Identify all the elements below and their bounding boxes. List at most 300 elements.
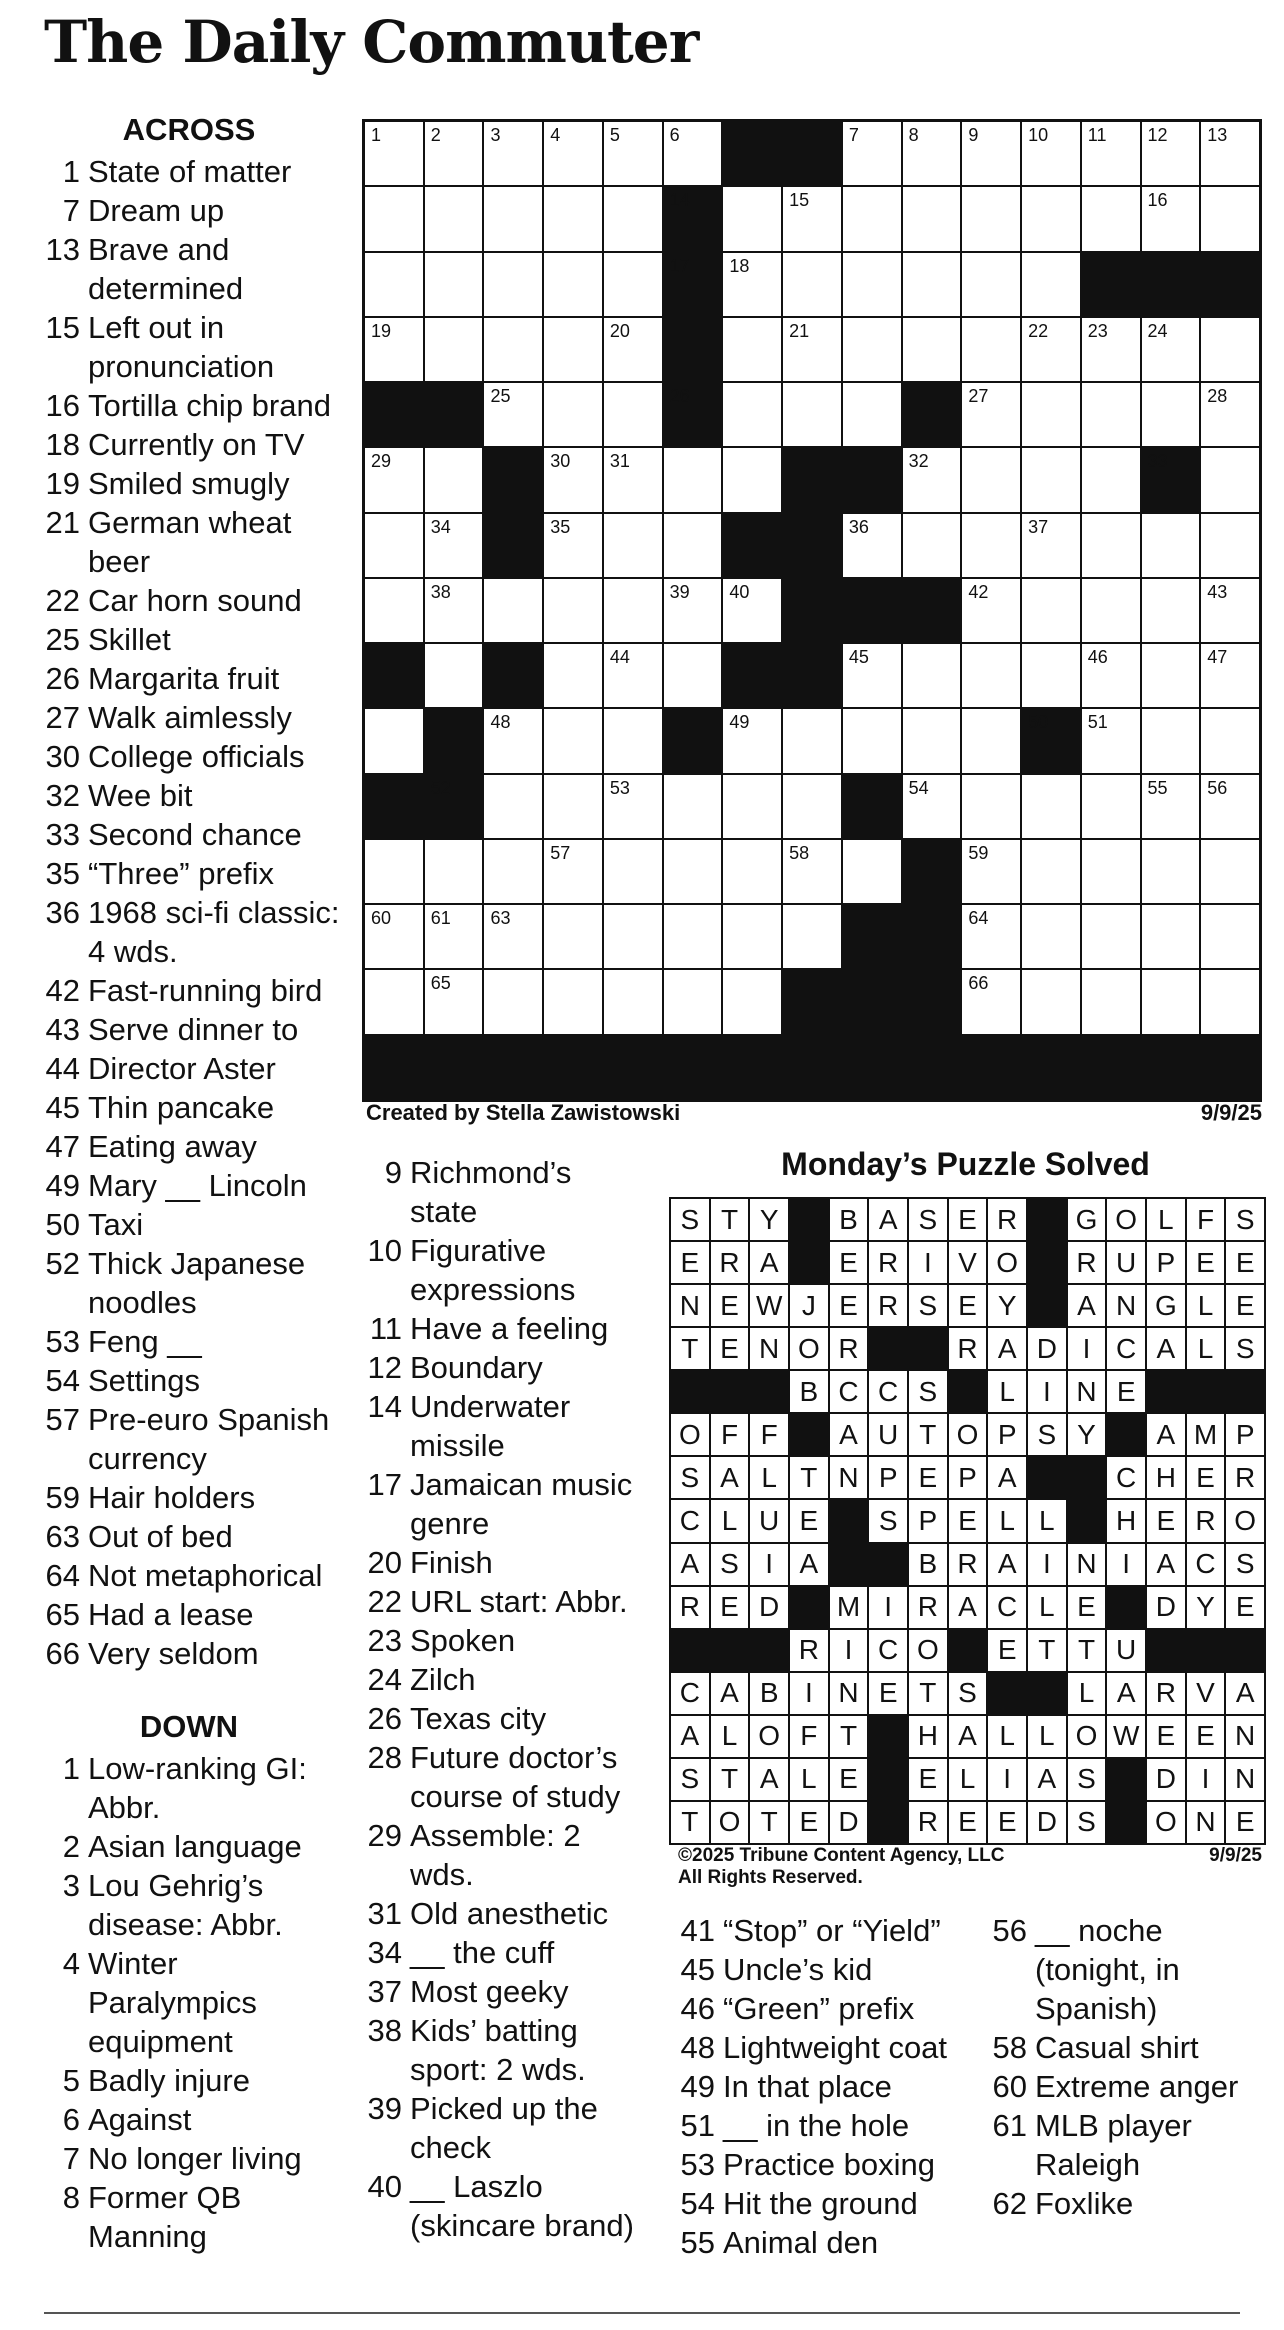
grid-cell[interactable] [723, 905, 781, 968]
grid-cell[interactable] [544, 709, 602, 772]
grid-cell[interactable] [544, 970, 602, 1033]
solution-black-square [1107, 1759, 1145, 1800]
grid-cell[interactable] [544, 644, 602, 707]
solution-letter: O [1226, 1500, 1264, 1541]
clue-item [979, 2184, 1279, 2223]
clue-number: 66 [45, 1636, 80, 1671]
grid-cell[interactable] [903, 318, 961, 381]
clue-text: Old anesthetic [410, 1896, 609, 1931]
grid-cell[interactable] [544, 775, 602, 838]
grid-cell[interactable] [604, 579, 662, 642]
grid-cell[interactable] [425, 448, 483, 511]
solution-letter: E [1147, 1500, 1185, 1541]
grid-cell[interactable] [604, 383, 662, 446]
grid-cell[interactable] [1201, 448, 1259, 511]
grid-cell[interactable] [723, 448, 781, 511]
grid-cell[interactable] [425, 122, 483, 185]
solution-letter: N [750, 1328, 788, 1369]
solution-black-square [1187, 1630, 1225, 1671]
grid-cell[interactable] [1022, 644, 1080, 707]
cell-number: 57 [550, 842, 571, 863]
grid-cell[interactable] [1022, 775, 1080, 838]
grid-cell[interactable] [1142, 775, 1200, 838]
solution-letter: C [1187, 1544, 1225, 1585]
grid-cell[interactable] [1022, 579, 1080, 642]
grid-cell[interactable] [962, 840, 1020, 903]
grid-cell[interactable] [425, 253, 483, 316]
clue-number: 63 [45, 1519, 80, 1554]
grid-cell[interactable] [962, 187, 1020, 250]
solution-letter: U [750, 1500, 788, 1541]
grid-cell[interactable] [664, 122, 722, 185]
grid-cell[interactable] [365, 318, 423, 381]
grid-cell[interactable] [484, 253, 542, 316]
grid-cell[interactable] [484, 122, 542, 185]
grid-cell[interactable] [783, 318, 841, 381]
grid-cell[interactable] [544, 905, 602, 968]
grid-cell[interactable] [843, 187, 901, 250]
grid-cell[interactable] [1082, 775, 1140, 838]
clue-item [40, 152, 340, 191]
grid-cell[interactable] [723, 775, 781, 838]
black-square [664, 709, 722, 772]
grid-cell[interactable] [962, 905, 1020, 968]
grid-cell[interactable] [604, 775, 662, 838]
grid-cell[interactable] [1142, 905, 1200, 968]
cell-number: 1 [371, 125, 382, 145]
solution-black-square [1068, 1500, 1106, 1541]
clue-text: Finish [410, 1545, 493, 1580]
grid-cell[interactable] [1142, 579, 1200, 642]
grid-cell[interactable] [843, 122, 901, 185]
clue-number: 53 [45, 1324, 80, 1359]
clue-text: “Three” prefix [88, 856, 275, 891]
black-square [1022, 709, 1080, 772]
grid-cell[interactable] [962, 383, 1020, 446]
grid-cell[interactable] [903, 448, 961, 511]
cell-number: 22 [1028, 320, 1049, 341]
grid-cell[interactable] [1201, 905, 1259, 968]
grid-cell[interactable] [1201, 644, 1259, 707]
solution-letter: A [750, 1759, 788, 1800]
solution-letter: E [869, 1673, 907, 1714]
grid-cell[interactable] [903, 122, 961, 185]
grid-cell[interactable] [843, 644, 901, 707]
clue-text: Underwater missile [410, 1389, 571, 1463]
cell-number: 16 [1147, 190, 1168, 211]
grid-cell[interactable] [1082, 122, 1140, 185]
grid-cell[interactable] [843, 514, 901, 577]
grid-cell[interactable] [723, 579, 781, 642]
clue-text: Tortilla chip brand [88, 388, 331, 423]
black-square [425, 775, 483, 838]
grid-cell[interactable] [425, 644, 483, 707]
grid-cell[interactable] [843, 383, 901, 446]
solution-letter: E [949, 1500, 987, 1541]
grid-cell[interactable] [1022, 122, 1080, 185]
grid-cell[interactable] [1022, 187, 1080, 250]
grid-cell[interactable] [425, 579, 483, 642]
grid-cell[interactable] [604, 709, 662, 772]
solution-letter: A [671, 1716, 709, 1757]
solution-letter: E [1147, 1716, 1185, 1757]
solution-black-square [949, 1630, 987, 1671]
grid-cell[interactable] [1201, 383, 1259, 446]
grid-cell[interactable] [1082, 579, 1140, 642]
cell-number: 35 [550, 516, 571, 537]
grid-cell[interactable] [484, 579, 542, 642]
grid-cell[interactable] [425, 318, 483, 381]
solution-letter: Y [750, 1199, 788, 1240]
cell-number: 56 [1207, 777, 1228, 798]
solution-letter: R [949, 1328, 987, 1369]
solution-letter: L [949, 1759, 987, 1800]
clue-item [354, 2089, 644, 2167]
grid-cell[interactable] [604, 970, 662, 1033]
grid-cell[interactable] [962, 253, 1020, 316]
black-square [664, 187, 722, 250]
solution-letter: E [711, 1328, 749, 1369]
clue-text: Badly injure [88, 2063, 250, 2098]
grid-cell[interactable] [723, 318, 781, 381]
clue-item [979, 2028, 1279, 2067]
solution-letter: T [1068, 1630, 1106, 1671]
grid-cell[interactable] [1082, 905, 1140, 968]
grid-cell[interactable] [604, 448, 662, 511]
grid-cell[interactable] [1142, 318, 1200, 381]
grid-cell[interactable] [664, 644, 722, 707]
grid-cell[interactable] [664, 775, 722, 838]
grid-cell[interactable] [1142, 840, 1200, 903]
grid-cell[interactable] [723, 840, 781, 903]
grid-cell[interactable] [425, 905, 483, 968]
grid-cell[interactable] [1142, 383, 1200, 446]
grid-cell[interactable] [903, 187, 961, 250]
grid-cell[interactable] [664, 970, 722, 1033]
solution-letter: L [1147, 1199, 1185, 1240]
clue-number: 30 [45, 739, 80, 774]
grid-cell[interactable] [903, 644, 961, 707]
solution-letter: O [1147, 1802, 1185, 1843]
grid-cell[interactable] [1201, 579, 1259, 642]
grid-cell[interactable] [664, 840, 722, 903]
solution-black-square [790, 1242, 828, 1283]
grid-cell[interactable] [484, 905, 542, 968]
clue-item [40, 1827, 340, 1866]
grid-cell[interactable] [843, 318, 901, 381]
cell-number: 58 [789, 842, 810, 863]
cell-number: 37 [1028, 516, 1049, 537]
solution-letter: L [1187, 1285, 1225, 1326]
cell-number: 8 [908, 125, 919, 145]
copyright-line-1: ©2025 Tribune Content Agency, LLC [678, 1845, 1005, 1866]
grid-cell[interactable] [425, 187, 483, 250]
clue-number: 56 [992, 1913, 1027, 1948]
grid-cell[interactable] [425, 514, 483, 577]
grid-cell[interactable] [1082, 514, 1140, 577]
clue-text: Winter Paralympics equipment [88, 1946, 257, 2059]
grid-cell[interactable] [544, 579, 602, 642]
grid-cell[interactable] [962, 775, 1020, 838]
grid-cell[interactable] [1022, 970, 1080, 1033]
cell-number: 6 [669, 125, 680, 145]
grid-cell[interactable] [604, 840, 662, 903]
clue-number: 17 [367, 1467, 402, 1502]
solution-letter: H [1107, 1500, 1145, 1541]
grid-cell[interactable] [1022, 253, 1080, 316]
grid-cell[interactable] [1022, 318, 1080, 381]
grid-cell[interactable] [962, 318, 1020, 381]
clue-number: 53 [680, 2147, 715, 2182]
solution-letter: B [750, 1673, 788, 1714]
grid-cell[interactable] [723, 253, 781, 316]
solution-letter: O [790, 1328, 828, 1369]
puzzle-date: 9/9/25 [1200, 1100, 1262, 1125]
grid-cell[interactable] [903, 775, 961, 838]
grid-cell[interactable] [484, 318, 542, 381]
clue-text: Extreme anger [1035, 2069, 1239, 2104]
grid-cell[interactable] [365, 840, 423, 903]
solution-letter: N [1226, 1759, 1264, 1800]
grid-cell[interactable] [723, 187, 781, 250]
grid-cell[interactable] [425, 840, 483, 903]
clue-text: Casual shirt [1035, 2030, 1199, 2065]
grid-cell[interactable] [783, 187, 841, 250]
grid-cell[interactable] [1082, 187, 1140, 250]
clue-number: 55 [680, 2225, 715, 2260]
grid-cell[interactable] [604, 318, 662, 381]
solution-letter: R [1187, 1500, 1225, 1541]
grid-cell[interactable] [604, 253, 662, 316]
grid-cell[interactable] [544, 383, 602, 446]
solution-letter: H [909, 1716, 947, 1757]
clue-text: Asian language [88, 1829, 302, 1864]
grid-cell[interactable] [962, 970, 1020, 1033]
grid-cell[interactable] [1022, 383, 1080, 446]
grid-cell[interactable] [783, 905, 841, 968]
grid-cell[interactable] [843, 840, 901, 903]
clue-text: 1968 sci-fi classic: 4 wds. [88, 895, 340, 969]
grid-cell[interactable] [604, 905, 662, 968]
clue-item [354, 1660, 644, 1699]
grid-cell[interactable] [365, 448, 423, 511]
black-square [1142, 253, 1200, 316]
solution-letter: N [1226, 1716, 1264, 1757]
clue-text: Car horn sound [88, 583, 302, 618]
grid-cell[interactable] [843, 253, 901, 316]
grid-cell[interactable] [1142, 709, 1200, 772]
grid-cell[interactable] [1142, 122, 1200, 185]
grid-cell[interactable] [783, 709, 841, 772]
solution-letter: S [869, 1500, 907, 1541]
grid-cell[interactable] [544, 122, 602, 185]
grid-cell[interactable] [604, 644, 662, 707]
grid-cell[interactable] [604, 514, 662, 577]
grid-cell[interactable] [365, 187, 423, 250]
grid-cell[interactable] [1201, 840, 1259, 903]
clue-number: 13 [45, 232, 80, 267]
grid-cell[interactable] [1082, 970, 1140, 1033]
grid-cell[interactable] [664, 905, 722, 968]
grid-cell[interactable] [365, 905, 423, 968]
grid-cell[interactable] [962, 448, 1020, 511]
clue-text: __ noche (tonight, in Spanish) [1035, 1913, 1180, 2026]
grid-cell[interactable] [604, 122, 662, 185]
grid-cell[interactable] [484, 775, 542, 838]
solution-letter: L [750, 1457, 788, 1498]
grid-cell[interactable] [783, 253, 841, 316]
clue-number: 19 [45, 466, 80, 501]
solution-letter: E [909, 1759, 947, 1800]
solution-letter: A [711, 1673, 749, 1714]
cell-number: 51 [1087, 712, 1108, 733]
solution-black-square [1028, 1673, 1066, 1714]
grid-cell[interactable] [1082, 448, 1140, 511]
grid-cell[interactable] [962, 709, 1020, 772]
solution-letter: G [1068, 1199, 1106, 1240]
clue-text: Assemble: 2 wds. [410, 1818, 581, 1892]
clue-text: Foxlike [1035, 2186, 1134, 2221]
grid-cell[interactable] [544, 318, 602, 381]
grid-cell[interactable] [544, 448, 602, 511]
grid-cell[interactable] [484, 383, 542, 446]
grid-cell[interactable] [783, 840, 841, 903]
grid-cell[interactable] [1201, 514, 1259, 577]
solution-letter: A [1028, 1759, 1066, 1800]
solution-letter: Y [988, 1285, 1026, 1326]
grid-cell[interactable] [365, 122, 423, 185]
grid-cell[interactable] [962, 514, 1020, 577]
grid-cell[interactable] [664, 579, 722, 642]
solution-letter: A [1147, 1544, 1185, 1585]
grid-cell[interactable] [1082, 644, 1140, 707]
grid-cell[interactable] [723, 383, 781, 446]
down-clue-list-3 [667, 1911, 957, 2262]
grid-cell[interactable] [723, 970, 781, 1033]
cell-number: 66 [968, 973, 989, 994]
clue-text: Out of bed [88, 1519, 233, 1554]
solution-letter: L [1028, 1716, 1066, 1757]
solution-letter: L [1028, 1587, 1066, 1628]
grid-cell[interactable] [664, 514, 722, 577]
grid-cell[interactable] [1201, 318, 1259, 381]
solution-letter: M [830, 1587, 868, 1628]
solution-letter: B [830, 1199, 868, 1240]
clue-text: Against [88, 2102, 192, 2137]
grid-cell[interactable] [365, 579, 423, 642]
solution-letter: T [830, 1716, 868, 1757]
clue-item [354, 1153, 644, 1231]
grid-cell[interactable] [1201, 709, 1259, 772]
clue-number: 33 [45, 817, 80, 852]
solution-letter: F [1187, 1199, 1225, 1240]
clue-number: 45 [680, 1952, 715, 1987]
down-heading: DOWN [139, 1709, 239, 1744]
solution-letter: I [1028, 1544, 1066, 1585]
grid-cell[interactable] [484, 187, 542, 250]
grid-cell[interactable] [1142, 187, 1200, 250]
grid-cell[interactable] [365, 709, 423, 772]
solution-letter: E [949, 1285, 987, 1326]
grid-cell[interactable] [544, 514, 602, 577]
clue-text: Dream up [88, 193, 225, 228]
clue-text: Most geeky [410, 1974, 569, 2009]
grid-cell[interactable] [1201, 970, 1259, 1033]
grid-cell[interactable] [425, 970, 483, 1033]
clue-number: 29 [367, 1818, 402, 1853]
grid-cell[interactable] [1142, 514, 1200, 577]
grid-cell[interactable] [365, 514, 423, 577]
grid-cell[interactable] [1201, 122, 1259, 185]
grid-cell[interactable] [1022, 514, 1080, 577]
clue-text: Smiled smugly [88, 466, 290, 501]
solution-letter: C [671, 1500, 709, 1541]
grid-cell[interactable] [903, 253, 961, 316]
grid-cell[interactable] [1022, 840, 1080, 903]
grid-cell[interactable] [664, 448, 722, 511]
grid-cell[interactable] [365, 253, 423, 316]
clue-item [40, 1127, 340, 1166]
grid-cell[interactable] [843, 709, 901, 772]
grid-cell[interactable] [1082, 709, 1140, 772]
grid-cell[interactable] [1082, 840, 1140, 903]
clue-item [40, 191, 340, 230]
solution-letter: E [1187, 1716, 1225, 1757]
solution-letter: A [790, 1544, 828, 1585]
clue-text: Kids’ batting sport: 2 wds. [410, 2013, 586, 2087]
grid-cell[interactable] [1142, 970, 1200, 1033]
grid-cell[interactable] [544, 840, 602, 903]
grid-cell[interactable] [484, 840, 542, 903]
grid-cell[interactable] [1142, 644, 1200, 707]
grid-cell[interactable] [783, 775, 841, 838]
grid-cell[interactable] [544, 187, 602, 250]
grid-cell[interactable] [484, 970, 542, 1033]
cell-number: 29 [371, 451, 392, 472]
clue-number: 38 [367, 2013, 402, 2048]
solution-letter: O [1107, 1199, 1145, 1240]
solution-letter: O [949, 1414, 987, 1455]
clue-number: 8 [62, 2180, 80, 2215]
grid-cell[interactable] [365, 970, 423, 1033]
grid-cell[interactable] [484, 709, 542, 772]
grid-cell[interactable] [1082, 383, 1140, 446]
cell-number: 17 [669, 255, 690, 276]
grid-cell[interactable] [1201, 187, 1259, 250]
grid-cell[interactable] [903, 514, 961, 577]
clue-number: 18 [45, 427, 80, 462]
clue-number: 27 [45, 700, 80, 735]
grid-cell[interactable] [962, 644, 1020, 707]
solution-letter: T [909, 1673, 947, 1714]
grid-cell[interactable] [1201, 775, 1259, 838]
solution-letter: E [711, 1285, 749, 1326]
grid-cell[interactable] [604, 187, 662, 250]
grid-cell[interactable] [544, 253, 602, 316]
grid-cell[interactable] [1022, 448, 1080, 511]
clue-item [40, 1595, 340, 1634]
grid-cell[interactable] [903, 709, 961, 772]
black-square [1201, 253, 1259, 316]
grid-cell[interactable] [1022, 905, 1080, 968]
grid-cell[interactable] [962, 579, 1020, 642]
grid-cell[interactable] [783, 383, 841, 446]
grid-cell[interactable] [723, 709, 781, 772]
clue-item [40, 815, 340, 854]
grid-cell[interactable] [1082, 318, 1140, 381]
copyright-notice [678, 1845, 1005, 1889]
grid-cell[interactable] [962, 122, 1020, 185]
